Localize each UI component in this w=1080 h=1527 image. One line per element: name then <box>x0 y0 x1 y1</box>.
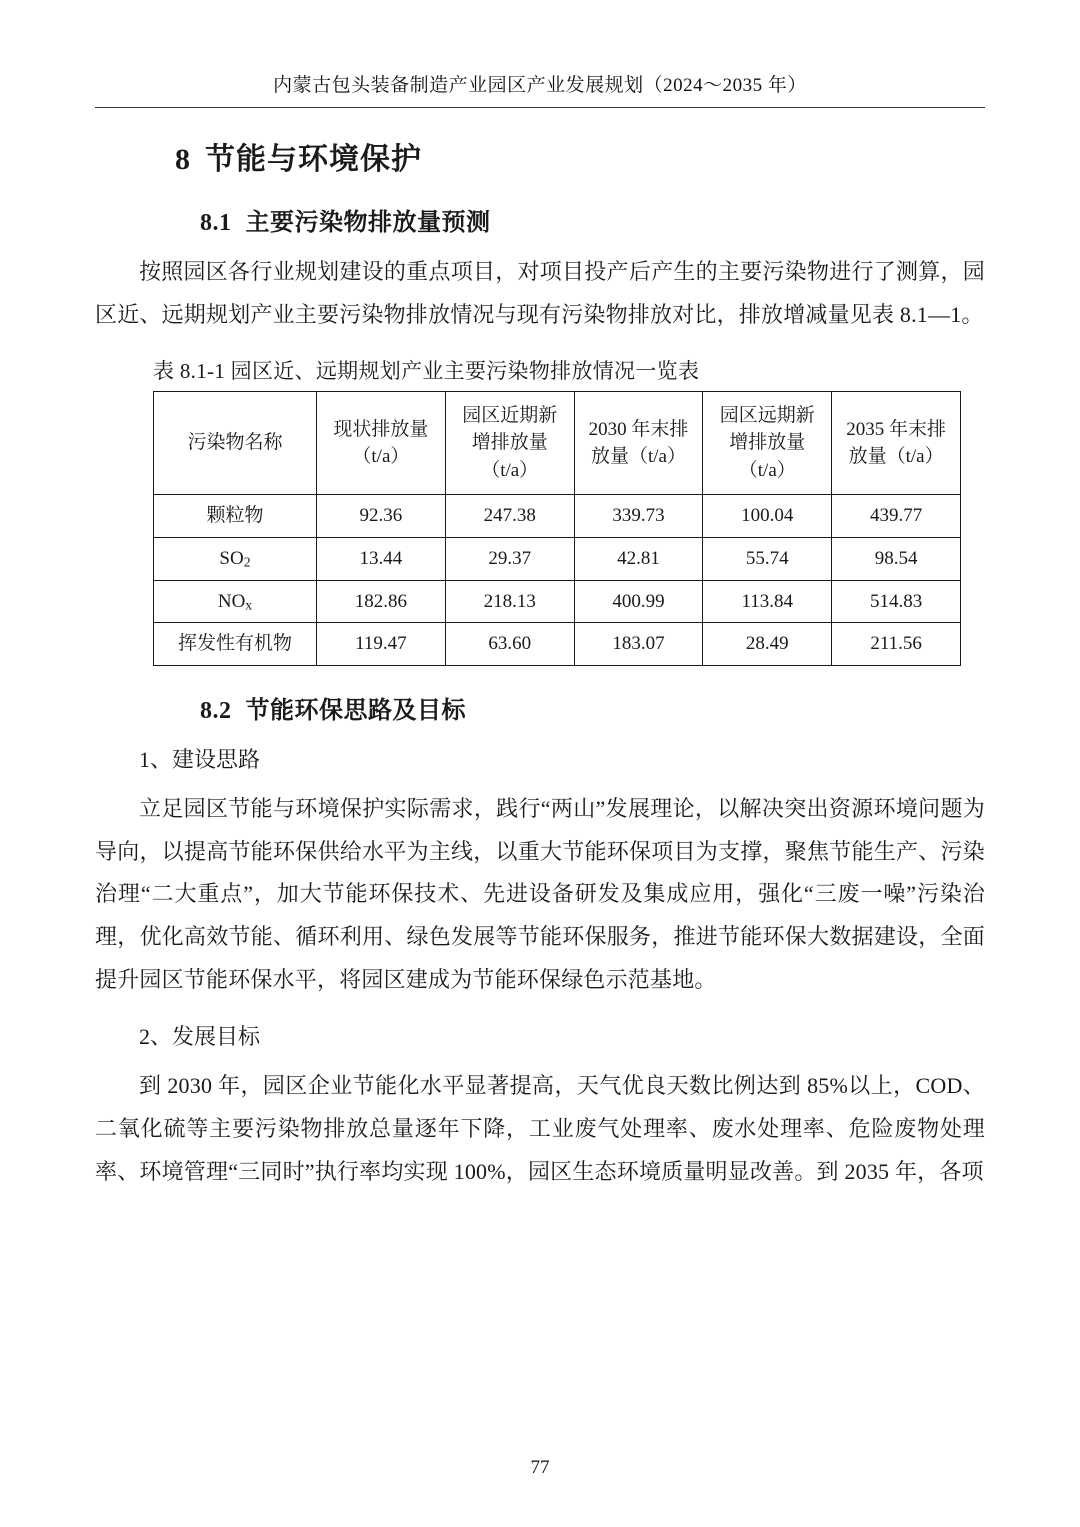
pollutant-name-sub: x <box>245 597 253 613</box>
subsection-title: 主要污染物排放量预测 <box>245 210 491 236</box>
header-line: （t/a） <box>352 446 410 468</box>
table-header-cell-4 <box>703 391 832 495</box>
table-header-cell-1 <box>317 391 446 495</box>
table-cell-value: 13.44 <box>317 538 446 581</box>
header-line: 2035 年末排 <box>846 418 946 440</box>
table-cell-value: 119.47 <box>317 623 446 666</box>
header-divider <box>95 107 985 108</box>
table-row <box>154 495 961 538</box>
header-line: 污染物名称 <box>187 432 283 454</box>
header-line: 放量（t/a） <box>590 446 686 468</box>
table-caption: 表 8.1-1 园区近、远期规划产业主要污染物排放情况一览表 <box>153 358 700 383</box>
table-cell-value: 28.49 <box>703 623 832 666</box>
pollutant-name-sub: 2 <box>243 554 251 570</box>
table-cell-name <box>154 495 317 538</box>
header-line: 园区近期新 <box>462 404 558 426</box>
subsection-heading-8-2 <box>95 690 985 725</box>
table-cell-value: 400.99 <box>574 580 703 623</box>
paragraph-development-goals: 到 2030 年，园区企业节能化水平显著提高，天气优良天数比例达到 85%以上，COD、二氧化硫等主要污染物排放总量逐年下降，工业废气处理率、废水处理率、危险废物处理率、环境管理“三同时”执行率均实现 100%，园区生态环境质量明显改善。到 2035 年，各项 <box>95 1072 985 1184</box>
running-header: 内蒙古包头装备制造产业园区产业发展规划（2024～2035 年） <box>273 75 807 96</box>
table-cell-value: 211.56 <box>832 623 961 666</box>
table-cell-value: 100.04 <box>703 495 832 538</box>
table-cell-value: 183.07 <box>574 623 703 666</box>
table-cell-value: 113.84 <box>703 580 832 623</box>
paragraph-construction-approach: 立足园区节能与环境保护实际需求，践行“两山”发展理论，以解决突出资源环境问题为导向，以提高节能环保供给水平为主线，以重大节能环保项目为支撑，聚焦节能生产、污染治理“二大重点”，加大节能环保技术、先进设备研发及集成应用，强化“三废一噪”污染治理，优化高效节能、循环利用、绿色发展等节能环保服务，推进节能环保大数据建设，全面提升园区节能环保水平，将园区建成为节能环保绿色示范基地。 <box>95 795 985 993</box>
header-line: 园区远期新 <box>719 404 815 426</box>
page-title <box>95 134 985 178</box>
table-cell-name <box>154 580 317 623</box>
header-line: （t/a） <box>738 459 796 481</box>
table-header-row <box>154 391 961 495</box>
header-line: 增排放量 <box>471 432 548 454</box>
table-cell-value: 182.86 <box>317 580 446 623</box>
list-item-1: 1、建设思路 <box>139 746 261 772</box>
subsection-number: 8.2 <box>200 697 232 724</box>
table-cell-value: 63.60 <box>445 623 574 666</box>
table-header-cell-5 <box>832 391 961 495</box>
pollutant-name: SO <box>219 548 244 569</box>
subsection-heading-8-1 <box>95 202 985 237</box>
header-line: 现状排放量 <box>333 418 429 440</box>
subsection-number: 8.1 <box>200 210 232 236</box>
table-row <box>154 538 961 581</box>
table-cell-value: 55.74 <box>703 538 832 581</box>
table-header-cell-3 <box>574 391 703 495</box>
header-line: 放量（t/a） <box>848 446 944 468</box>
paragraph-intro: 按照园区各行业规划建设的重点项目，对项目投产后产生的主要污染物进行了测算，园区近、远期规划产业主要污染物排放情况与现有污染物排放对比，排放增减量见表 8.1—1。 <box>95 259 985 327</box>
subsection-title: 节能环保思路及目标 <box>245 697 466 724</box>
table-cell-value: 42.81 <box>574 538 703 581</box>
table-row <box>154 623 961 666</box>
table-cell-value: 339.73 <box>574 495 703 538</box>
page-number: 77 <box>530 1457 550 1478</box>
pollutant-name: NO <box>217 590 246 612</box>
pollutant-name: 颗粒物 <box>206 505 264 527</box>
table-cell-value: 247.38 <box>445 495 574 538</box>
table-cell-name <box>154 538 317 581</box>
table-header-cell-2 <box>445 391 574 495</box>
header-line: （t/a） <box>481 459 539 481</box>
table-cell-name <box>154 623 317 666</box>
table-row <box>154 580 961 623</box>
table-cell-value: 218.13 <box>445 580 574 623</box>
section-number: 8 <box>175 143 191 176</box>
section-title: 节能与环境保护 <box>205 143 422 176</box>
list-item-2: 2、发展目标 <box>139 1024 261 1050</box>
table-header-cell-0 <box>154 391 317 495</box>
table-cell-value: 92.36 <box>317 495 446 538</box>
pollutant-name: 挥发性有机物 <box>177 633 292 655</box>
table-cell-value: 29.37 <box>445 538 574 581</box>
emissions-table <box>153 391 961 666</box>
table-cell-value: 439.77 <box>832 495 961 538</box>
header-line: 2030 年末排 <box>588 418 689 440</box>
table-cell-value: 514.83 <box>832 580 961 623</box>
table-cell-value: 98.54 <box>832 538 961 581</box>
header-line: 增排放量 <box>729 432 806 454</box>
